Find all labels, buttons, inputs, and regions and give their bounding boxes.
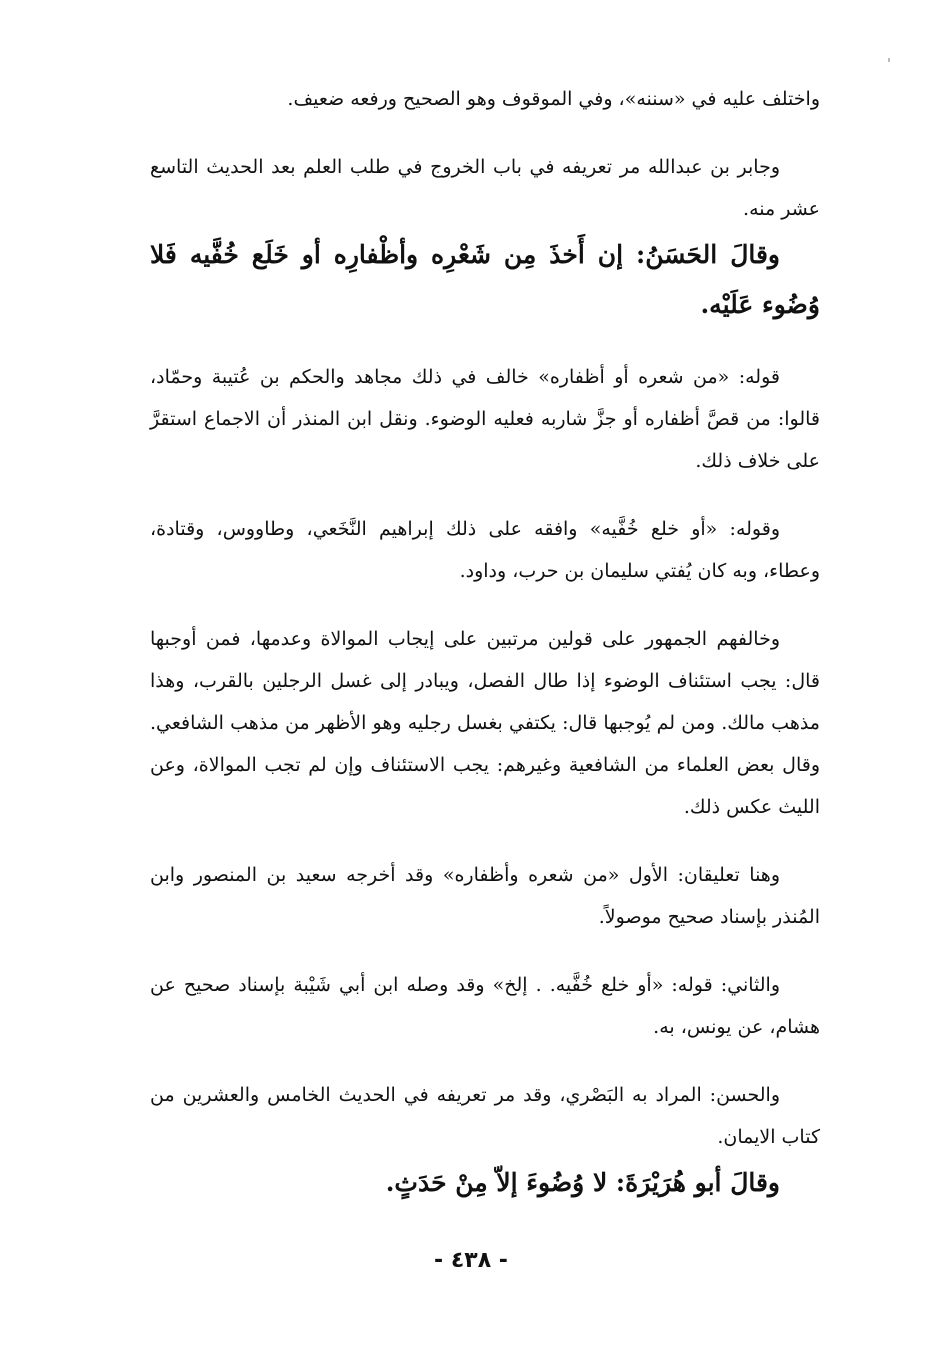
paragraph-sunan-note: واختلف عليه في «سننه»، وفي الموقوف وهو الصحيح ورفعه ضعيف.	[287, 88, 820, 110]
paragraph-second-taliq: والثاني: قوله: «أو خلع خُفَّيه. . إلخ» وقد وصله ابن أبي شَيْبة بإسناد صحيح عن هشام، عن يونس، به.	[150, 974, 820, 1038]
scan-speck	[888, 58, 890, 62]
paragraph-khuff-commentary: وقوله: «أو خلع خُفَّيه» وافقه على ذلك إبراهيم النَّخَعي، وطاووس، وقتادة، وعطاء، وبه كان يُفتي سليمان بن حرب، وداود.	[150, 518, 820, 582]
page-body	[150, 78, 820, 1208]
paragraph-first-taliq: وهنا تعليقان: الأول «من شعره وأظفاره» وقد أخرجه سعيد بن المنصور وابن المُنذر بإسناد صحيح موصولاً.	[150, 864, 820, 928]
paragraph-jabir-note: وجابر بن عبدالله مر تعريفه في باب الخروج في طلب العلم بعد الحديث التاسع عشر منه.	[150, 156, 820, 220]
paragraph-hair-nails-commentary: قوله: «من شعره أو أظفاره» خالف في ذلك مجاهد والحكم بن عُتيبة وحمّاد، قالوا: من قصَّ أظفاره أو جزَّ شاربه فعليه الوضوء. ونقل ابن المنذر أن الاجماع استقرَّ على خلاف ذلك.	[150, 366, 820, 472]
paragraph-majority-opinion: وخالفهم الجمهور على قولين مرتبين على إيجاب الموالاة وعدمها، فمن أوجبها قال: يجب استئناف الوضوء إذا طال الفصل، ويبادر إلى غسل الرجلين بالقرب، وهذا مذهب مالك. ومن لم يُوجبها قال: يكتفي بغسل رجليه وهو الأظهر من مذهب الشافعي. وقال بعض العلماء من الشافعية وغيرهم: يجب الاستئناف وإن لم تجب الموالاة، وعن الليث عكس ذلك.	[150, 628, 820, 818]
paragraph-al-hasan-identity: والحسن: المراد به البَصْري، وقد مر تعريفه في الحديث الخامس والعشرين من كتاب الايمان.	[150, 1084, 820, 1148]
page-number: - ٤٣٨ -	[434, 1248, 508, 1273]
matn-al-hasan-statement: وقالَ الحَسَنُ: إن أَخذَ مِن شَعْرِه وأظْفارِه أو خَلَع خُفَّيه فَلا وُضُوء عَلَيْه.	[150, 240, 820, 319]
matn-abu-hurayra-statement: وقالَ أبو هُرَيْرَةَ: لا وُضُوءَ إلاّ مِنْ حَدَثٍ.	[385, 1168, 780, 1197]
